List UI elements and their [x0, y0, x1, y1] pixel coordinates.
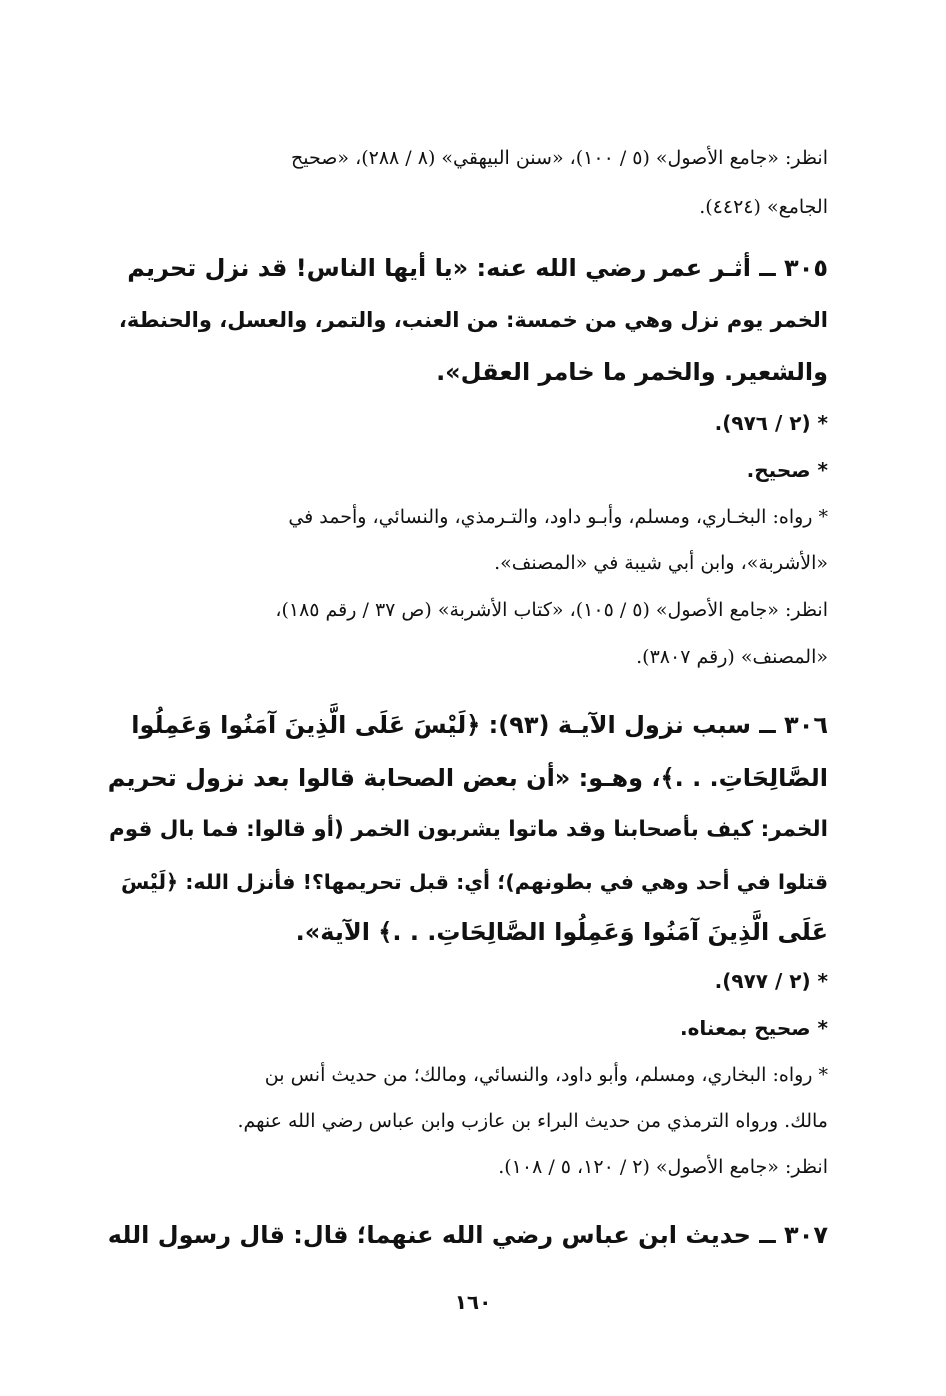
- source-ref: * (٢ / ٩٧٧).: [714, 969, 828, 993]
- narrators-line: * رواه: البخـاري، ومسلم، وأبـو داود، والتـرمذي، والنسائي، وأحمد في: [288, 506, 828, 528]
- narrators-line: * رواه: البخاري، ومسلم، وأبو داود، والنسائي، ومالك؛ من حديث أنس بن: [264, 1064, 828, 1086]
- reference-line: الجامع» (٤٤٢٤).: [699, 196, 828, 218]
- reference-line: انظر: «جامع الأصول» (٢ / ١٢٠، ٥ / ١٠٨).: [498, 1156, 828, 1178]
- hadith-306-text: قتلوا في أحد وهي في بطونهم)؛ أي: قبل تحريمها؟! فأنزل الله: ﴿لَيْسَ: [121, 870, 828, 894]
- narrators-line: «الأشربة»، وابن أبي شيبة في «المصنف».: [494, 552, 828, 574]
- reference-line: انظر: «جامع الأصول» (٥ / ١٠٥)، «كتاب الأشربة» (ص ٣٧ / رقم ١٨٥)،: [275, 599, 828, 621]
- hadith-306-text: الصَّالِحَاتِ. . .﴾، وهـو: «أن بعض الصحابة قالوا بعد نزول تحريم: [107, 764, 828, 792]
- hadith-305-text: الخمر يوم نزل وهي من خمسة: من العنب، والتمر، والعسل، والحنطة،: [118, 308, 828, 332]
- hadith-307-heading: ٣٠٧ ــ حديث ابن عباس رضي الله عنهما؛ قال: قال رسول الله: [107, 1221, 828, 1249]
- reference-line: «المصنف» (رقم ٣٨٠٧).: [636, 646, 828, 668]
- narrators-line: مالك. ورواه الترمذي من حديث البراء بن عازب وابن عباس رضي الله عنهم.: [237, 1110, 828, 1132]
- hadith-306-text: عَلَى الَّذِينَ آمَنُوا وَعَمِلُوا الصَّالِحَاتِ. . .﴾ الآية».: [295, 918, 828, 946]
- hadith-305-heading: ٣٠٥ ــ أثـر عمر رضي الله عنه: «يا أيها الناس! قد نزل تحريم: [127, 254, 828, 282]
- grading: * صحيح بمعناه.: [680, 1016, 828, 1040]
- grading: * صحيح.: [746, 458, 828, 482]
- source-ref: * (٢ / ٩٧٦).: [714, 411, 828, 435]
- hadith-306-text: الخمر: كيف بأصحابنا وقد ماتوا يشربون الخمر (أو قالوا: فما بال قوم: [109, 817, 828, 842]
- hadith-306-heading: ٣٠٦ ــ سبب نزول الآيـة (٩٣): ﴿لَيْسَ عَلَى الَّذِينَ آمَنُوا وَعَمِلُوا: [131, 711, 828, 739]
- hadith-305-text: والشعير. والخمر ما خامر العقل».: [436, 358, 828, 386]
- page-number: ١٦٠: [454, 1290, 492, 1314]
- reference-line: انظر: «جامع الأصول» (٥ / ١٠٠)، «سنن البيهقي» (٨ / ٢٨٨)، «صحيح: [291, 147, 828, 169]
